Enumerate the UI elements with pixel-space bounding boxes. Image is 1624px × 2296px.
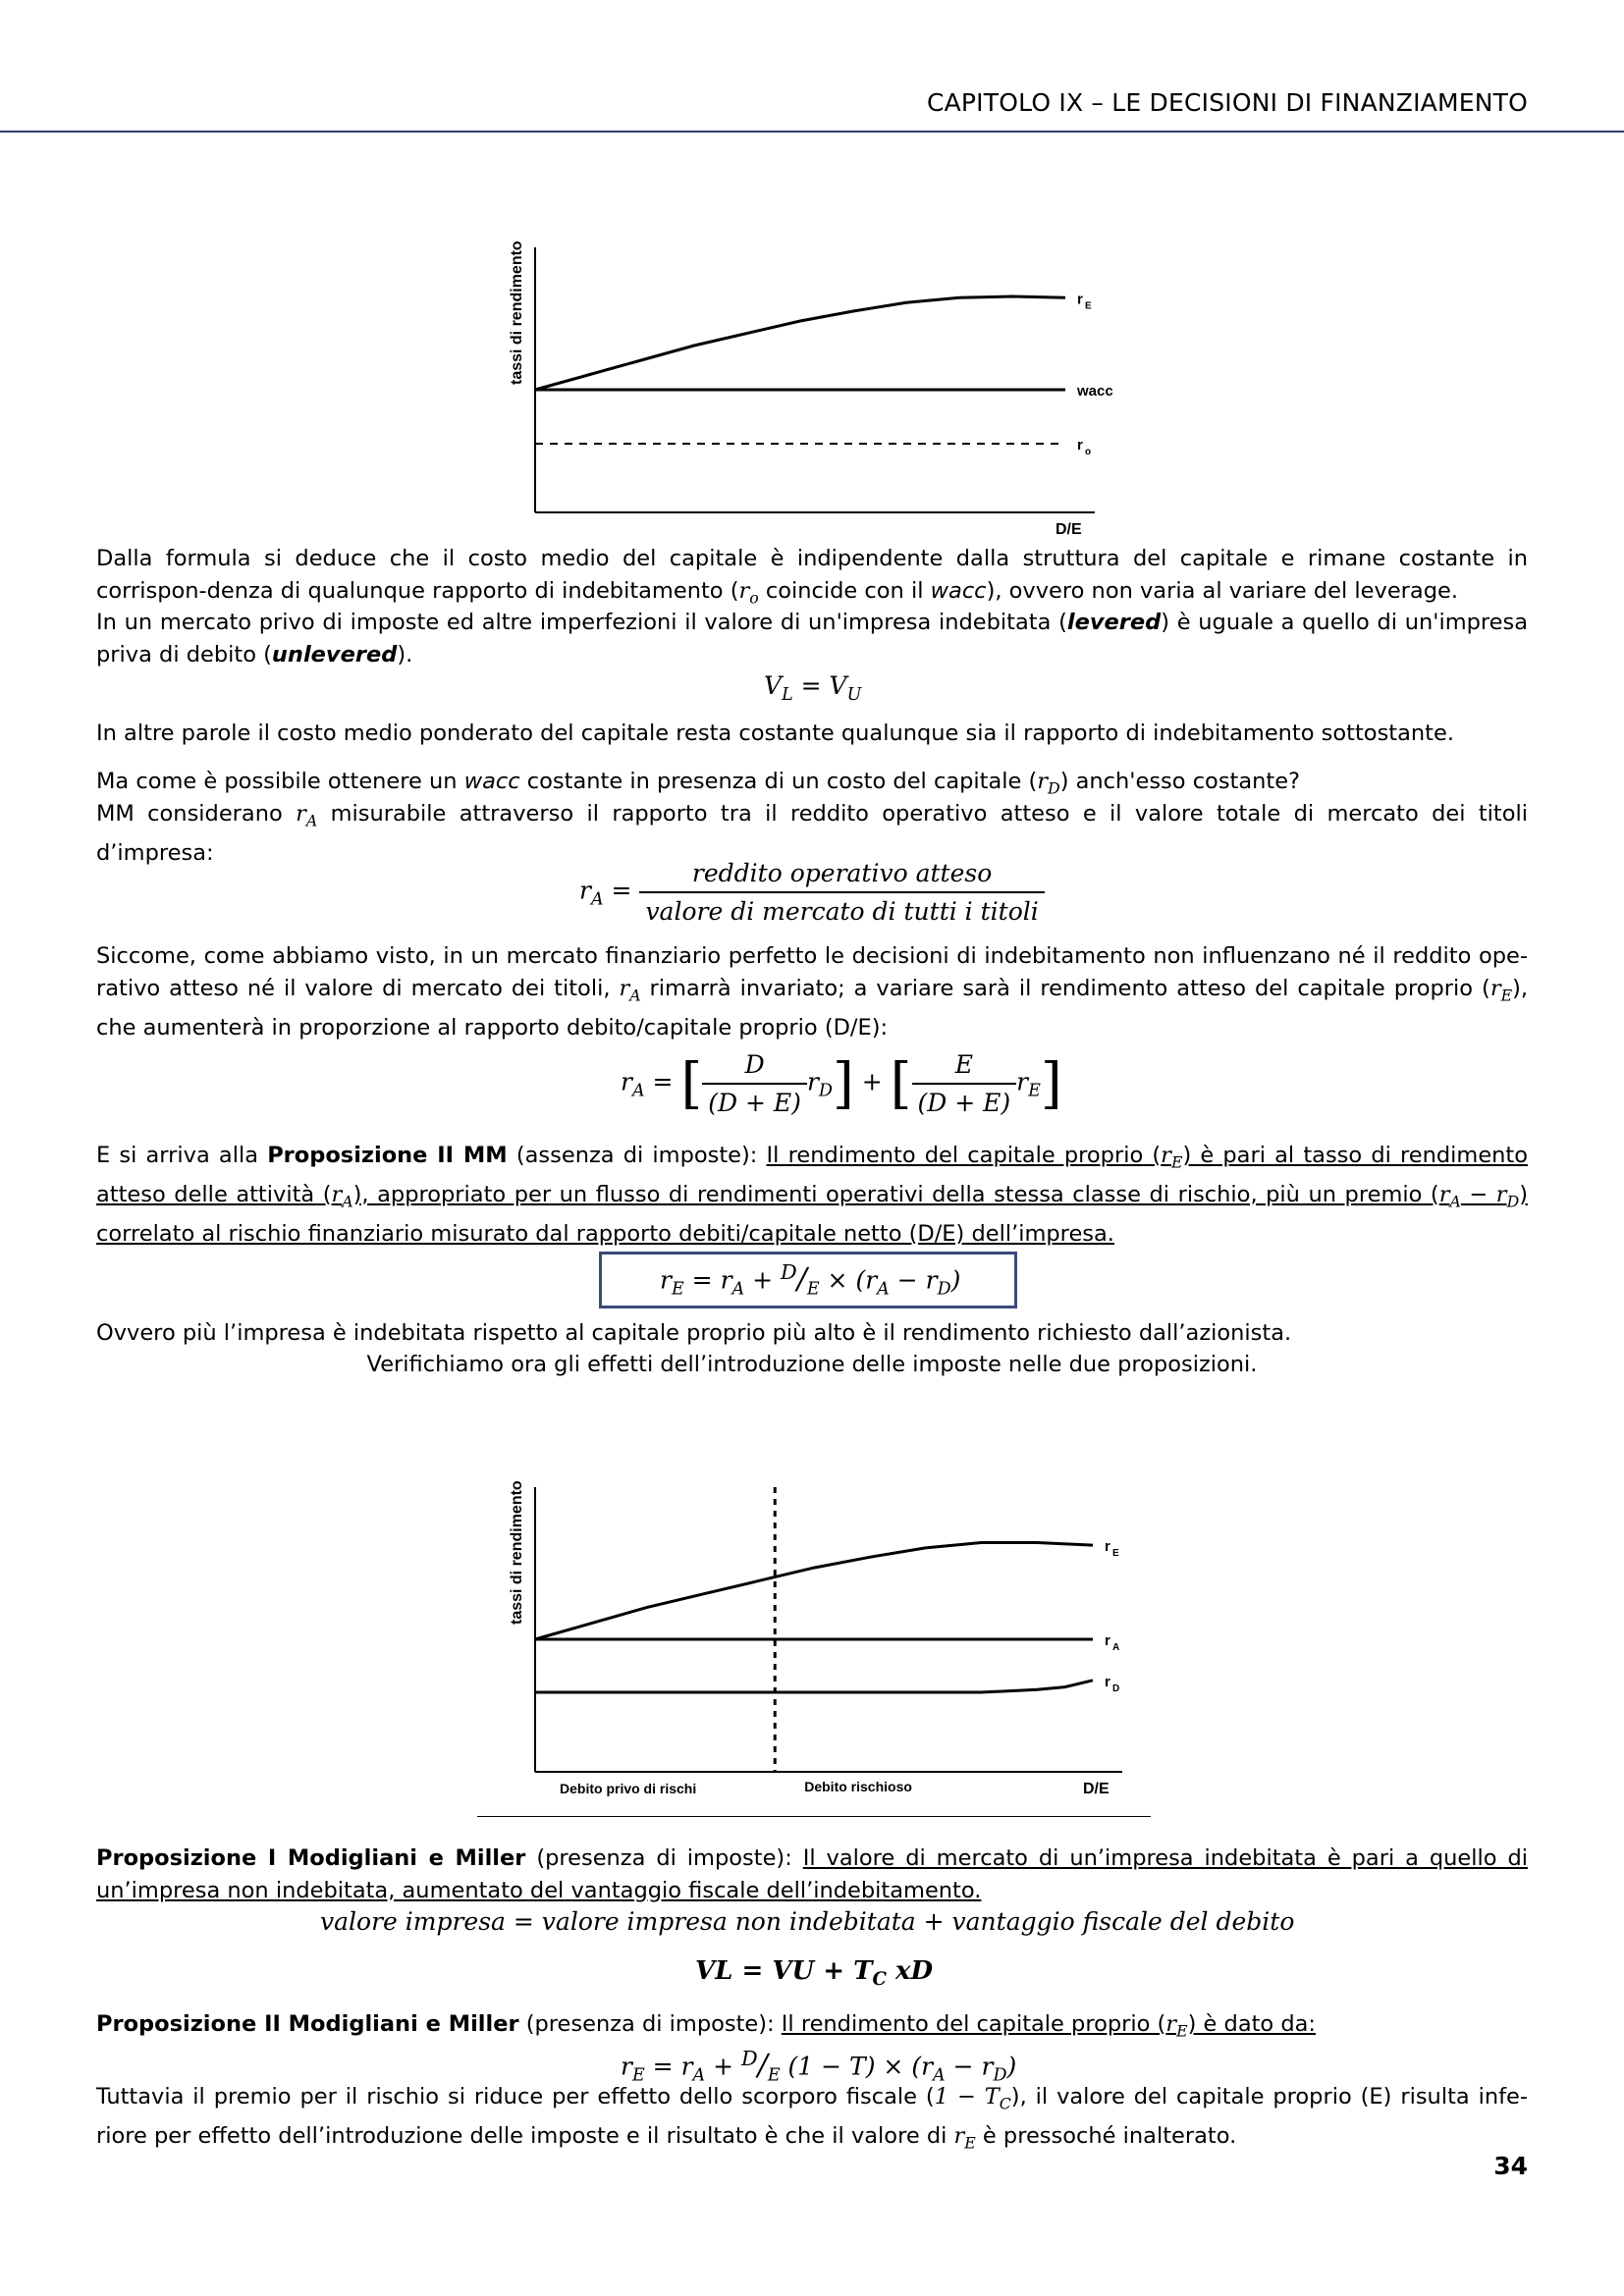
paragraph-1: Dalla formula si deduce che il costo medio del capitale è indipendente dalla struttura del capitale e rimane costante in corrispon-denza di qualunque rapporto di indebitamento ($r_o$ coincide con il wacc), ovvero non varia al variare del leverage. [96,546,1528,607]
page-number: 34 [1493,2152,1528,2180]
x-axis-label: D/E [1083,1781,1110,1797]
header-rule [0,131,1624,133]
page-header: CAPITOLO IX – LE DECISIONI DI FINANZIAMENTO [926,88,1528,117]
series-label-sub-rA: A [1112,1642,1120,1653]
equation-vl-vu-tax: VL = VU + $T_C$ xD [695,1956,934,1991]
series-label-rA: r [1105,1632,1110,1649]
paragraph-5: MM considerano $r_A$ misurabile attraverso il rapporto tra il reddito operativo atteso e il valore totale di mercato dei titoli d’impresa: [96,801,1528,866]
y-axis-label: tassi di rendimento [509,1480,525,1625]
region-label: Debito rischioso [804,1779,912,1794]
equation-vl-vu: $V_L = V_U$ [764,671,862,705]
series-label-rD: r [1105,1673,1110,1690]
equation-re-tax: $r_E = r_A + ^D/_E$ $(1 - T) \times (r_A - r_D)$ [621,2047,1017,2086]
series-label-sub-ro: o [1085,447,1092,457]
paragraph-2: In un mercato privo di imposte ed altre imperfezioni il valore di un'impresa indebitata (levered) è uguale a quello di un'impresa priva di debito (unlevered). [96,610,1529,667]
series-rE [535,1542,1093,1639]
chart-1-svg [491,167,1129,540]
paragraph-8: Ovvero più l’impresa è indebitata rispetto al capitale proprio più alto è il rendimento richiesto dall’azionista. [96,1320,1292,1346]
y-axis-label: tassi di rendimento [509,240,525,385]
chart-2 [491,1394,1159,1806]
series-label-sub-rE: E [1112,1548,1119,1560]
x-axis-label: D/E [1056,521,1082,538]
series-rE [535,296,1065,390]
equation-valore-impresa: valore impresa = valore impresa non indebitata + vantaggio fiscale del debito [320,1907,1295,1936]
series-label-ro: r [1077,437,1083,454]
paragraph-9: Verifichiamo ora gli effetti dell’introduzione delle imposte nelle due proposizioni. [366,1352,1258,1377]
region-label: Debito privo di rischi [560,1781,697,1796]
paragraph-11: Proposizione II Modigliani e Miller (presenza di imposte): Il rendimento del capitale proprio $(r_E)$ è dato da: [96,2011,1316,2041]
chart-1 [491,167,1129,540]
paragraph-7: E si arriva alla Proposizione II MM (assenza di imposte): Il rendimento del capitale proprio $(r_E)$ è pari al tasso di rendimento atteso delle attività $(r_A)$, appropriato per un flusso di rendimenti operativi della stessa classe di rischio, più un premio $(r_A - r_D)$ correlato al rischio finanziario misurato dal rapporto debiti/capitale netto (D/E) dell’impresa. [96,1143,1529,1247]
equation-ra-fraction: $r_A$ = $\frac{\text{reddito operativo atteso}}{\text{valore di mercato di tutti i titoli}}$ [579,859,1045,926]
series-label-rE: r [1077,291,1083,308]
series-label-rE: r [1105,1538,1110,1556]
series-label-sub-rE: E [1085,300,1092,312]
equation-ra-weighted: $r_A$ = [ $\frac{D}{(D + E)}$ $r_D$] + [ $\frac{E}{(D + E)}$ $r_E$] [621,1050,1062,1117]
equation-prop-ii: $r_E = r_A + ^D/_E \times (r_A - r_D)$ [660,1260,961,1300]
paragraph-4: Ma come è possibile ottenere un wacc costante in presenza di un costo del capitale $(r_D)$ anch'esso costante? [96,769,1301,798]
series-label-sub-rD: D [1112,1682,1120,1694]
chart-2-svg [491,1394,1159,1806]
series-rD [535,1681,1093,1692]
paragraph-3: In altre parole il costo medio ponderato del capitale resta costante qualunque sia il rapporto di indebitamento sottostante. [96,721,1454,746]
chart-2-underline [477,1816,1151,1817]
paragraph-6: Siccome, come abbiamo visto, in un mercato finanziario perfetto le decisioni di indebitamento non influenzano né il reddito ope-rativo atteso né il valore di mercato dei titoli, $r_A$ rimarrà invariato; a variare sarà il rendimento atteso del capitale proprio $(r_E)$, che aumenterà in proporzione al rapporto debito/capitale proprio (D/E): [96,943,1529,1041]
series-label-wacc: wacc [1077,383,1113,400]
paragraph-10: Proposizione I Modigliani e Miller (presenza di imposte): Il valore di mercato di un’impresa indebitata è pari a quello di un’impresa non indebitata, aumentato del vantaggio fiscale dell’indebitamento. [96,1845,1529,1903]
paragraph-12: Tuttavia il premio per il rischio si riduce per effetto dello scorporo fiscale $(1 - T_C)$, il valore del capitale proprio (E) risulta infe-riore per effetto dell’introduzione delle imposte e il risultato è che il valore di $r_E$ è pressoché inalterato. [96,2084,1528,2153]
